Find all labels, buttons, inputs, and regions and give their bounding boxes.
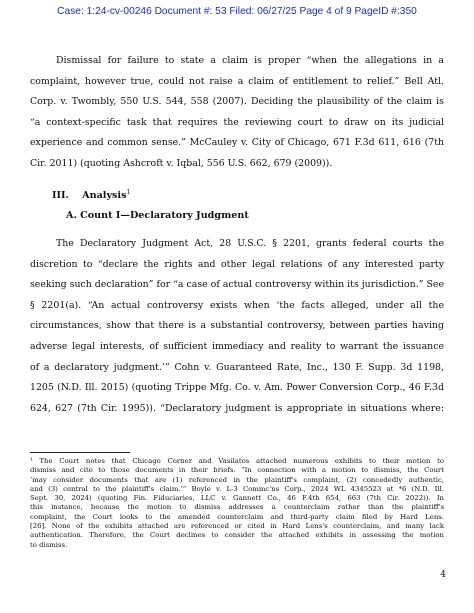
text-line: Cir. 2011) (quoting Ashcroft v. Iqbal, 556 U.S. 662, 679 (2009)). [30,157,333,169]
text-line: seeking such declaration” for “a case of actual controversy within its jurisdiction.” See [30,279,444,291]
text-line: § 2201(a). “An actual controversy exists when ‘the facts alleged, under all the [30,299,444,311]
page-number: 4 [440,570,446,580]
text-line: experience and common sense.” McCauley v. City of Chicago, 671 F.3d 611, 616 (7th [30,137,444,149]
footnote-divider [30,452,130,453]
subheading: A. Count I—Declaratory Judgment [66,210,249,221]
text-line: discretion to “declare the rights and other legal relations of any interested party [30,258,444,270]
section-heading [52,189,130,201]
paragraph-dismissal-standard [30,51,444,175]
footnote-line: [26]. None of the exhibits attached are referenced or cited in Hard Lens's counterclaim, and many lack [30,522,444,531]
footnote-line: ‘may consider documents that are (1) referenced in the plaintiff's complaint, (2) concededly authentic, [30,475,444,484]
text-line: 624, 627 (7th Cir. 1995)). “Declaratory judgment is appropriate in situations where: [30,402,444,414]
footnote [30,457,444,550]
footnote-line: and (3) central to the plaintiff's claim.’” Boyle v. L-3 Commc'ns Corp., 2024 WL 4345523 at *6 (N.D. Ill. [30,484,444,493]
footnote-line: Sept. 30, 2024) (quoting Fin. Fiduciaries, LLC v. Gannett Co., 46 F.4th 654, 663 (7th Cir. 2022)). In [30,494,444,503]
footnote-line: complaint, the Court looks to the amended counterclaim and third-party claim filed by Hard Lens. [30,512,444,521]
case-header: Case: 1:24-cv-00246 Document #: 53 Filed: 06/27/25 Page 4 of 9 PageID #:350 [57,6,417,17]
text-line: 1205 (N.D. Ill. 2015) (quoting Trippe Mfg. Co. v. Am. Power Conversion Corp., 46 F.3d [30,382,444,394]
text-line: circumstances, show that there is a substantial controversy, between parties having [30,320,444,332]
text-line: adverse legal interests, of sufficient immediacy and reality to warrant the issuance [30,340,444,352]
text-line: Dismissal for failure to state a claim is proper “when the allegations in a [56,55,444,66]
footnote-line: this instance, because the motion to dismiss addresses a counterclaim rather than the plaintiff's [30,503,444,512]
text-line: complaint, however true, could not raise a claim of entitlement to relief.” Bell Atl. [30,75,444,87]
footnote-marker: 1 [126,189,131,196]
footnote-line: to dismiss. [30,540,68,549]
section-heading-text: III. Analysis [52,190,127,202]
text-line: The Declaratory Judgment Act, 28 U.S.C. § 2201, grants federal courts the [56,238,444,249]
footnote-line: authentication. Therefore, the Court declines to consider the attached exhibits in assessing the motion [30,531,444,540]
text-line: Corp. v. Twombly, 550 U.S. 544, 558 (2007). Deciding the plausibility of the claim is [30,96,444,108]
footnote-line: dismiss and cite to those documents in their briefs. “In connection with a motion to dismiss, the Court [30,466,444,475]
footnote-line: ¹ The Court notes that Chicago Corner and Vasilatos attached numerous exhibits to their motion to [30,457,444,465]
text-line: of a declaratory judgment.’” Cohn v. Guaranteed Rate, Inc., 130 F. Supp. 3d 1198, [30,361,444,373]
text-line: “a context-specific task that requires the reviewing court to draw on its judicial [30,116,444,128]
paragraph-declaratory-judgment [30,234,444,419]
